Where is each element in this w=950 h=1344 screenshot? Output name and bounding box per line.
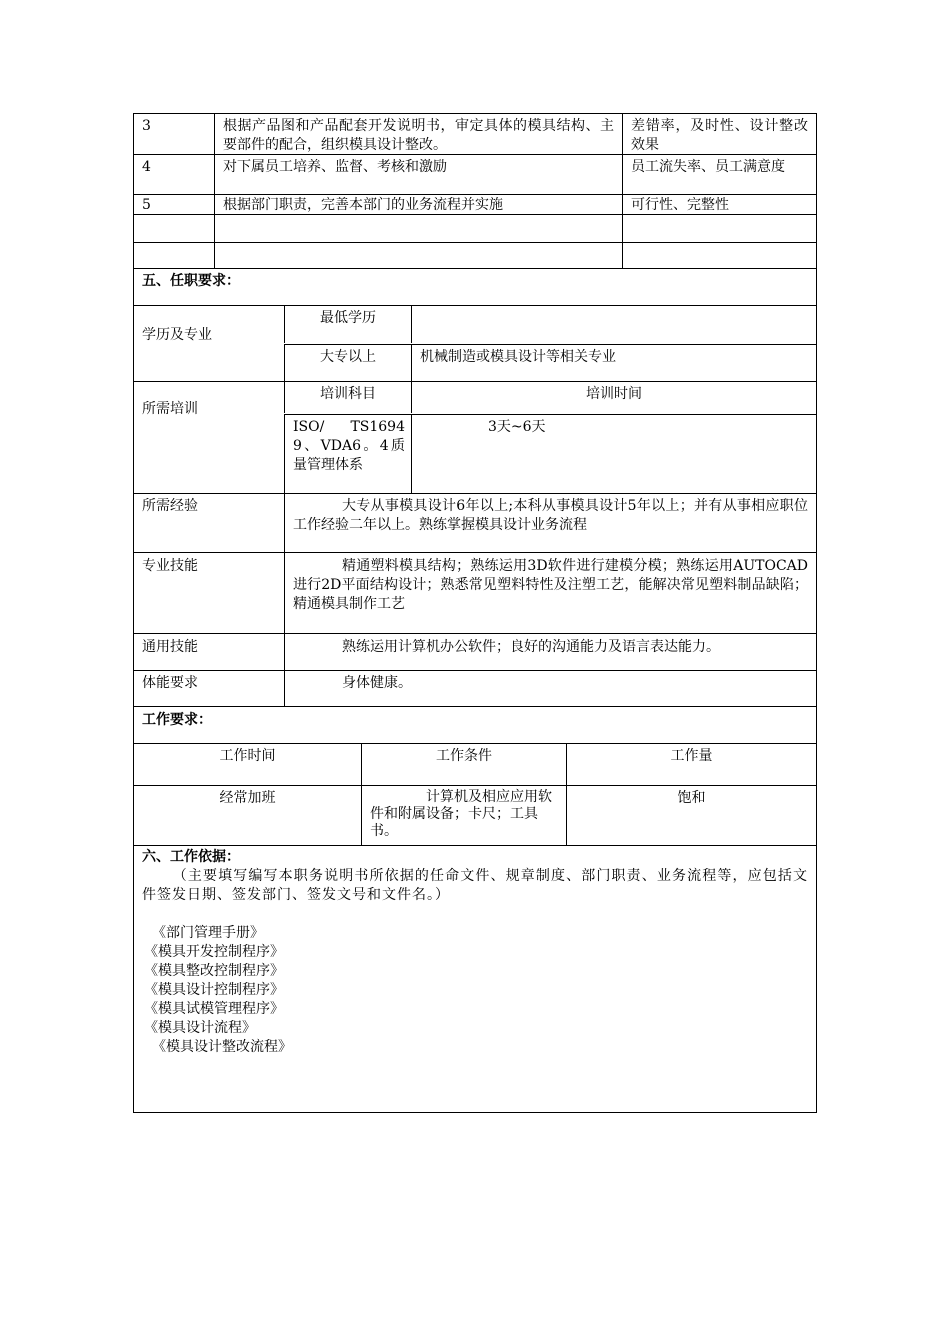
basis-note: （主要填写编写本职务说明书所依据的任命文件、规章制度、部门职责、业务流程等，应包括文件签发日期、签发部门、签发文号和文件名。）	[142, 868, 808, 903]
empty-cell	[134, 215, 214, 242]
basis-doc-item: 《模具开发控制程序》	[144, 944, 284, 960]
empty-cell	[214, 215, 622, 242]
training-label: 所需培训	[142, 401, 198, 417]
skills-label: 专业技能	[142, 558, 198, 574]
basis-section-row	[133, 845, 817, 1113]
min-education-value: 大专以上	[284, 344, 411, 381]
work-load-header: 工作量	[566, 744, 816, 785]
work-header-row	[133, 743, 817, 785]
general-skills-label: 通用技能	[142, 639, 198, 655]
duty-row-5	[133, 194, 817, 214]
basis-doc-item: 《模具设计流程》	[144, 1020, 256, 1036]
section-title: 五、任职要求：	[142, 273, 240, 289]
basis-doc-item: 《模具设计整改流程》	[152, 1039, 292, 1055]
work-section-title: 工作要求：	[142, 712, 212, 728]
duty-row-empty	[133, 214, 817, 242]
skills-text: 精通塑料模具结构；熟练运用3D软件进行建模分模；熟练运用AUTOCAD进行2D平面结构设计；熟悉常见塑料特性及注塑工艺，能解决常见塑料制品缺陷；精通模具制作工艺	[284, 553, 816, 633]
training-subject-header: 培训科目	[284, 382, 411, 413]
empty-cell	[134, 243, 214, 268]
work-value-row	[133, 785, 817, 845]
work-time-value: 经常加班	[219, 790, 276, 806]
work-condition-value: 计算机及相应应用软件和附属设备；卡尺；工具书。	[361, 786, 566, 845]
duty-content: 根据产品图和产品配套开发说明书，审定具体的模具结构、主要部件的配合，组织模具设计整改。	[214, 114, 622, 154]
training-time-header: 培训时间	[411, 382, 816, 413]
duty-row-4	[133, 154, 817, 194]
basis-doc-item: 《模具试模管理程序》	[144, 1001, 284, 1017]
general-skills-row	[133, 633, 817, 670]
work-load-value: 饱和	[566, 786, 816, 845]
experience-row	[133, 493, 817, 552]
education-label: 学历及专业	[142, 327, 212, 343]
empty-cell	[411, 306, 816, 343]
empty-cell	[622, 215, 816, 242]
experience-label: 所需经验	[142, 498, 198, 514]
work-section-row	[133, 706, 817, 743]
physical-row	[133, 670, 817, 706]
duty-row-empty	[133, 242, 817, 268]
basis-doc-item: 《部门管理手册》	[152, 925, 264, 941]
basis-doc-item: 《模具设计控制程序》	[144, 982, 284, 998]
duty-kpi: 可行性、完整性	[622, 195, 816, 214]
general-skills-text: 熟练运用计算机办公软件；良好的沟通能力及语言表达能力。	[284, 634, 816, 670]
basis-doc-item: 《模具整改控制程序》	[144, 963, 284, 979]
requirements-section-row	[133, 268, 817, 305]
physical-text: 身体健康。	[284, 671, 816, 706]
duty-content: 根据部门职责，完善本部门的业务流程并实施	[214, 195, 622, 214]
duty-content: 对下属员工培养、监督、考核和激励	[214, 155, 622, 194]
work-time-header: 工作时间	[219, 748, 276, 764]
work-condition-header: 工作条件	[361, 744, 566, 785]
training-row	[133, 381, 817, 493]
duty-kpi: 员工流失率、员工满意度	[622, 155, 816, 194]
duty-no: 4	[142, 159, 151, 175]
duty-no: 5	[142, 197, 151, 213]
empty-cell	[622, 243, 816, 268]
skills-row	[133, 552, 817, 633]
min-education-label: 最低学历	[284, 306, 411, 343]
duty-row-3	[133, 113, 817, 154]
duty-kpi: 差错率，及时性、设计整改效果	[622, 114, 816, 154]
duty-no: 3	[142, 118, 151, 134]
empty-cell	[214, 243, 622, 268]
training-subject: ISO/ TS16949、VDA6。4质量管理体系	[284, 414, 411, 493]
training-time: 3天~6天	[411, 414, 816, 493]
experience-text: 大专从事模具设计6年以上;本科从事模具设计5年以上；并有从事相应职位工作经验二年以上。熟练掌握模具设计业务流程	[284, 494, 816, 552]
education-row	[133, 305, 817, 381]
basis-cell	[134, 846, 816, 1112]
physical-label: 体能要求	[142, 675, 198, 691]
major-value: 机械制造或模具设计等相关专业	[411, 344, 816, 381]
basis-section-title: 六、工作依据：	[142, 849, 240, 865]
